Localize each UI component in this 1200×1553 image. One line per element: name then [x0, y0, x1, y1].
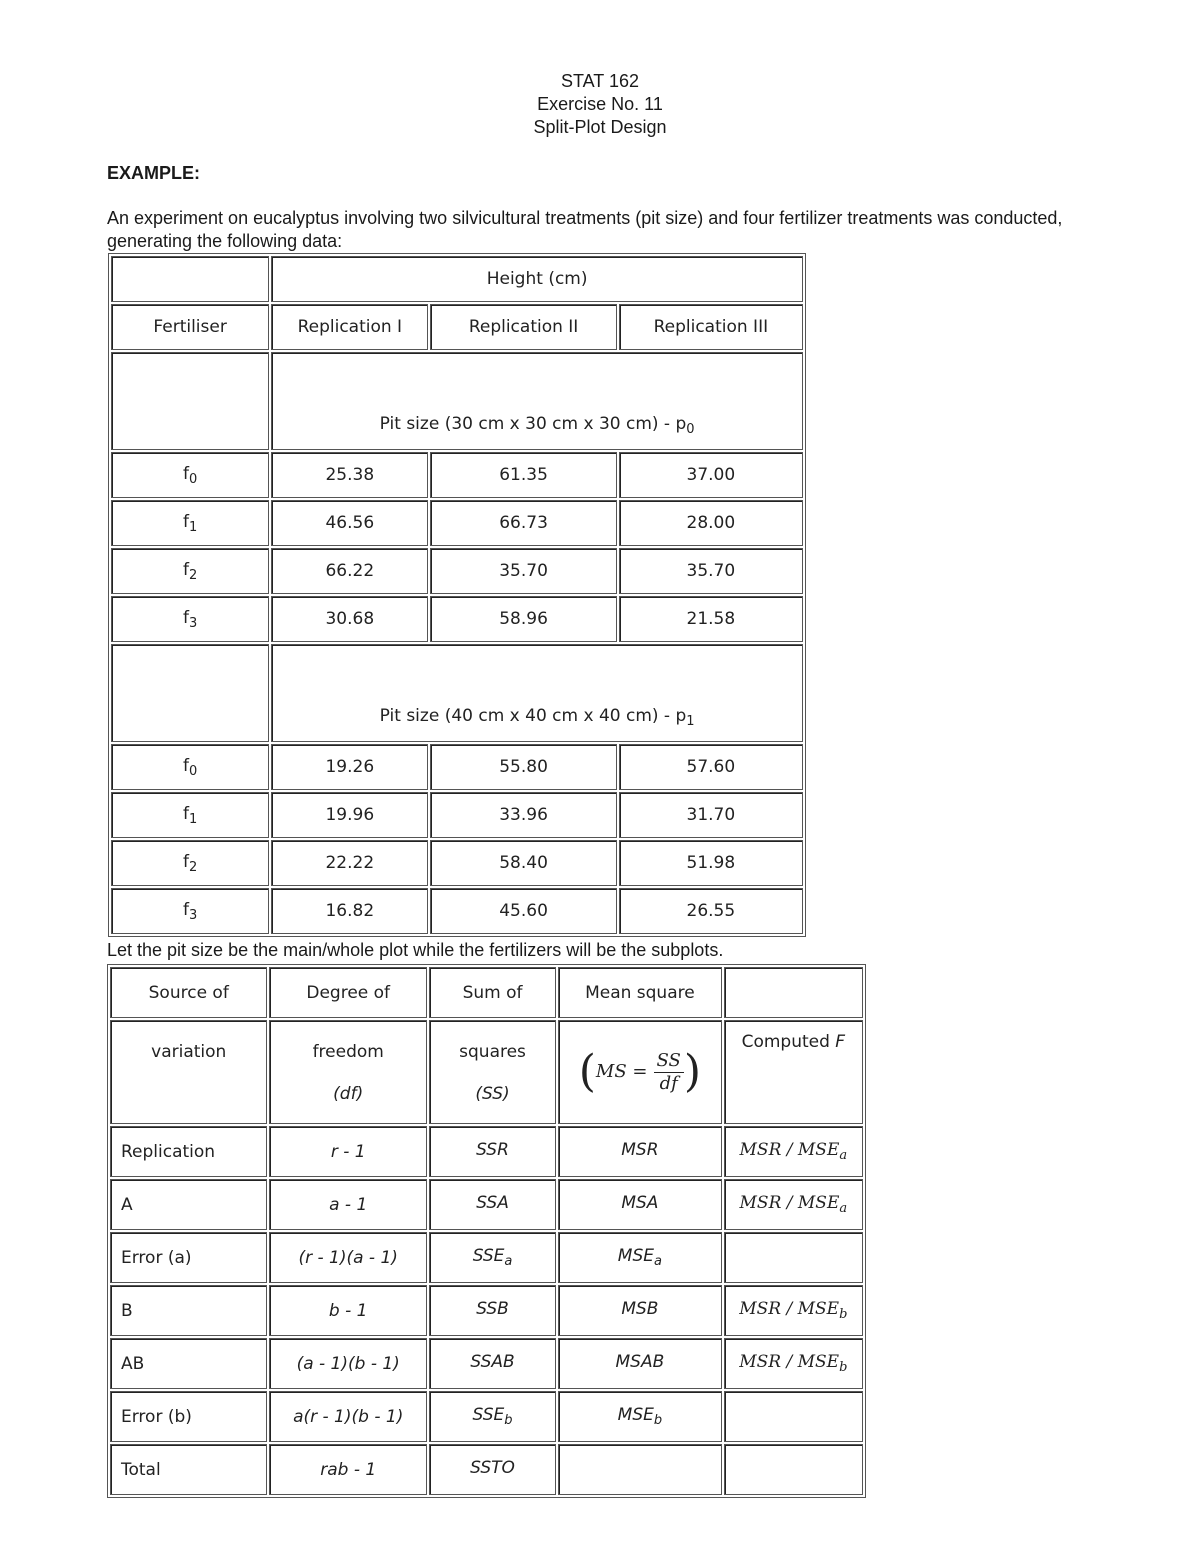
- f-subscript: b: [839, 1307, 848, 1322]
- page-header: [0, 70, 1200, 139]
- pit-size-subscript: 0: [686, 422, 695, 437]
- f-header: [724, 1020, 863, 1124]
- ss-text: SSA: [476, 1193, 509, 1213]
- empty-cell: [111, 256, 269, 302]
- height-value: 55.80: [430, 744, 616, 790]
- ss-cell: [429, 1126, 556, 1177]
- table-row: [111, 596, 803, 642]
- f-text: MSR / MSE: [739, 1140, 840, 1160]
- anova-row: [110, 1285, 863, 1336]
- height-value: 35.70: [619, 548, 803, 594]
- height-value: 61.35: [430, 452, 616, 498]
- fertiliser-subscript: 3: [188, 907, 198, 923]
- height-value: 33.96: [430, 792, 616, 838]
- table-header-row: [111, 256, 803, 302]
- df-cell: b - 1: [269, 1285, 426, 1336]
- ms-cell: [558, 1126, 722, 1177]
- source-label: variation: [151, 1042, 227, 1062]
- topic-title: Split-Plot Design: [533, 117, 667, 137]
- replication-header: Replication I: [271, 304, 428, 350]
- height-value: 21.58: [619, 596, 803, 642]
- ss-cell: [429, 1285, 556, 1336]
- height-value: 37.00: [619, 452, 803, 498]
- height-value: 25.38: [271, 452, 428, 498]
- fertiliser-subscript: 0: [188, 763, 198, 779]
- fertiliser-cell: [111, 596, 269, 642]
- fertiliser-cell: [111, 500, 269, 546]
- fertiliser-subscript: 1: [188, 811, 198, 827]
- ss-abbrev: (SS): [475, 1084, 510, 1104]
- ss-cell: [429, 1444, 556, 1495]
- height-value: 66.73: [430, 500, 616, 546]
- fertiliser-symbol: f: [182, 755, 189, 776]
- fertiliser-cell: [111, 744, 269, 790]
- ms-lhs: MS =: [595, 1061, 648, 1082]
- df-label: freedom: [312, 1042, 384, 1062]
- ss-header: Sum of: [429, 967, 556, 1018]
- course-title: STAT 162: [560, 71, 640, 91]
- pit-size-label: [271, 644, 803, 742]
- anova-row: [110, 1232, 863, 1283]
- ms-cell: [558, 1179, 722, 1230]
- source-cell: Error (a): [110, 1232, 267, 1283]
- ss-cell: [429, 1232, 556, 1283]
- height-value: 22.22: [271, 840, 428, 886]
- height-value: 31.70: [619, 792, 803, 838]
- ms-header: Mean square: [558, 967, 722, 1018]
- ms-cell: [558, 1338, 722, 1389]
- df-cell: a - 1: [269, 1179, 426, 1230]
- anova-header-row: [110, 967, 863, 1018]
- f-var: F: [835, 1032, 846, 1052]
- f-subscript: b: [839, 1360, 848, 1375]
- ms-text: MSB: [621, 1299, 659, 1319]
- table-row: [111, 888, 803, 934]
- f-cell: [724, 1179, 863, 1230]
- df-abbrev: (df): [333, 1084, 364, 1104]
- table-row: [111, 744, 803, 790]
- fertiliser-symbol: f: [182, 803, 189, 824]
- f-text: MSR / MSE: [739, 1299, 840, 1319]
- ms-text: MSE: [617, 1405, 654, 1425]
- fertiliser-cell: [111, 548, 269, 594]
- section-row: [111, 644, 803, 742]
- f-subscript: a: [839, 1148, 848, 1163]
- height-value: 19.26: [271, 744, 428, 790]
- anova-row: [110, 1126, 863, 1177]
- df-cell: r - 1: [269, 1126, 426, 1177]
- height-value: 26.55: [619, 888, 803, 934]
- ms-text: MSR: [621, 1140, 659, 1160]
- fertiliser-symbol: f: [182, 511, 189, 532]
- df-cell: (r - 1)(a - 1): [269, 1232, 426, 1283]
- exercise-number: Exercise No. 11: [537, 94, 663, 114]
- anova-table: [107, 964, 866, 1498]
- height-value: 46.56: [271, 500, 428, 546]
- table-row: [111, 452, 803, 498]
- height-value: 58.40: [430, 840, 616, 886]
- fertiliser-subscript: 3: [188, 615, 198, 631]
- anova-row: [110, 1444, 863, 1495]
- ms-text: MSA: [621, 1193, 659, 1213]
- f-cell: [724, 1126, 863, 1177]
- ms-cell: [558, 1232, 722, 1283]
- source-cell: Total: [110, 1444, 267, 1495]
- fertiliser-cell: [111, 888, 269, 934]
- f-cell: [724, 1444, 863, 1495]
- ss-text: SSB: [476, 1299, 509, 1319]
- ms-fraction: [654, 1050, 684, 1095]
- fertiliser-subscript: 2: [188, 567, 198, 583]
- ss-text: SSR: [476, 1140, 509, 1160]
- source-cell: B: [110, 1285, 267, 1336]
- height-value: 66.22: [271, 548, 428, 594]
- ms-text: MSE: [617, 1246, 654, 1266]
- anova-row: [110, 1391, 863, 1442]
- ms-formula: [578, 1046, 702, 1097]
- f-subscript: a: [839, 1201, 848, 1216]
- example-label: EXAMPLE:: [107, 163, 201, 183]
- ms-numerator: SS: [654, 1050, 684, 1073]
- f-cell: [724, 1391, 863, 1442]
- fertiliser-cell: [111, 840, 269, 886]
- anova-row: [110, 1179, 863, 1230]
- df-cell: (a - 1)(b - 1): [269, 1338, 426, 1389]
- replication-header: Replication II: [430, 304, 616, 350]
- f-cell: [724, 1338, 863, 1389]
- height-value: 30.68: [271, 596, 428, 642]
- ms-cell: [558, 1444, 722, 1495]
- section-row: [111, 352, 803, 450]
- height-value: 58.96: [430, 596, 616, 642]
- ss-cell: [429, 1391, 556, 1442]
- fertiliser-header: Fertiliser: [111, 304, 269, 350]
- ss-text: SSE: [472, 1246, 505, 1266]
- ms-formula-cell: [558, 1020, 722, 1124]
- ms-subscript: a: [654, 1254, 662, 1269]
- f-cell: [724, 1285, 863, 1336]
- empty-cell: [724, 967, 863, 1018]
- df-cell: a(r - 1)(b - 1): [269, 1391, 426, 1442]
- pit-size-text: Pit size (30 cm x 30 cm x 30 cm) - p: [379, 414, 687, 434]
- source-header: Source of: [110, 967, 267, 1018]
- replication-header: Replication III: [619, 304, 803, 350]
- empty-cell: [111, 352, 269, 450]
- height-header: Height (cm): [271, 256, 803, 302]
- height-value: 19.96: [271, 792, 428, 838]
- df-header-2: [269, 1020, 426, 1124]
- ms-denominator: df: [659, 1072, 678, 1094]
- fertiliser-symbol: f: [182, 899, 189, 920]
- intro-paragraph: An experiment on eucalyptus involving two silvicultural treatments (pit size) and four fertilizer treatments was conducted, generating the following data:: [107, 208, 1063, 251]
- ss-text: SSE: [472, 1405, 505, 1425]
- fertiliser-subscript: 2: [188, 859, 198, 875]
- left-paren-icon: (: [578, 1046, 596, 1097]
- height-value: 35.70: [430, 548, 616, 594]
- ss-cell: [429, 1179, 556, 1230]
- pit-size-text: Pit size (40 cm x 40 cm x 40 cm) - p: [379, 706, 687, 726]
- height-value: 45.60: [430, 888, 616, 934]
- fertiliser-symbol: f: [182, 851, 189, 872]
- ms-cell: [558, 1285, 722, 1336]
- f-cell: [724, 1232, 863, 1283]
- source-cell: AB: [110, 1338, 267, 1389]
- table-row: [111, 792, 803, 838]
- fertiliser-subscript: 1: [188, 519, 198, 535]
- f-label: Computed: [741, 1032, 830, 1052]
- ms-cell: [558, 1391, 722, 1442]
- height-value: 57.60: [619, 744, 803, 790]
- ss-subscript: a: [504, 1254, 513, 1269]
- df-header: Degree of: [269, 967, 426, 1018]
- fertiliser-cell: [111, 792, 269, 838]
- table-row: [111, 500, 803, 546]
- table-row: [111, 840, 803, 886]
- pit-size-subscript: 1: [686, 714, 695, 729]
- source-header-2: [110, 1020, 267, 1124]
- empty-cell: [111, 644, 269, 742]
- fertiliser-symbol: f: [182, 559, 189, 580]
- fertiliser-cell: [111, 452, 269, 498]
- fertiliser-symbol: f: [182, 463, 189, 484]
- anova-row: [110, 1338, 863, 1389]
- anova-header-row-2: [110, 1020, 863, 1124]
- source-cell: Replication: [110, 1126, 267, 1177]
- f-text: MSR / MSE: [739, 1193, 840, 1213]
- height-value: 28.00: [619, 500, 803, 546]
- plot-note: Let the pit size be the main/whole plot while the fertilizers will be the subplots.: [107, 940, 724, 960]
- height-value: 16.82: [271, 888, 428, 934]
- ms-subscript: b: [653, 1413, 663, 1428]
- table-subheader-row: [111, 304, 803, 350]
- source-cell: Error (b): [110, 1391, 267, 1442]
- height-value: 51.98: [619, 840, 803, 886]
- ms-text: MSAB: [615, 1352, 665, 1372]
- fertiliser-subscript: 0: [188, 471, 198, 487]
- ss-cell: [429, 1338, 556, 1389]
- ss-label: squares: [459, 1042, 526, 1062]
- pit-size-label: [271, 352, 803, 450]
- ss-header-2: [429, 1020, 556, 1124]
- table-row: [111, 548, 803, 594]
- right-paren-icon: ): [683, 1046, 702, 1097]
- height-data-table: [108, 253, 806, 937]
- source-cell: A: [110, 1179, 267, 1230]
- df-cell: rab - 1: [269, 1444, 426, 1495]
- ss-text: SSTO: [470, 1458, 515, 1478]
- fertiliser-symbol: f: [182, 607, 189, 628]
- ss-subscript: b: [504, 1413, 513, 1428]
- f-text: MSR / MSE: [739, 1352, 840, 1372]
- ss-text: SSAB: [470, 1352, 515, 1372]
